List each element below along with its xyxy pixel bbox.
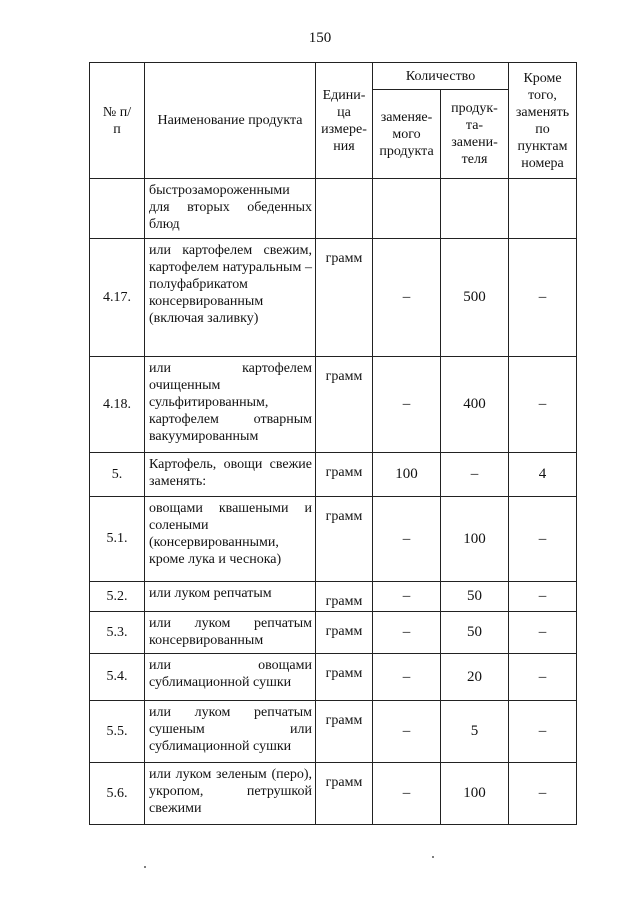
table-row [90,453,577,497]
replaced-amount: – [373,357,441,453]
table-row [90,701,577,763]
table-row [90,497,577,582]
replaced-amount: – [373,701,441,763]
unit-cell: грамм [316,763,373,825]
table-row [90,763,577,825]
row-number: 5.4. [90,654,145,701]
scan-speck [432,856,434,858]
table-row [90,179,577,239]
replacement-amount: 100 [441,497,509,582]
unit-cell: грамм [316,654,373,701]
unit-cell: грамм [316,239,373,357]
replaced-amount: – [373,239,441,357]
replacement-amount: – [441,453,509,497]
product-name: или картофелем очищенным сульфитированным, картофелем отварным вакуумированным [145,357,316,453]
row-number: 4.17. [90,239,145,357]
header-replacement: продук-та-замени-теля [441,90,509,179]
header-besides: Кроме того, заменять по пунктам номера [509,63,577,179]
row-number: 4.18. [90,357,145,453]
replaced-amount: – [373,497,441,582]
unit-cell: грамм [316,612,373,654]
row-number [90,179,145,239]
replaced-amount: – [373,763,441,825]
row-number: 5.5. [90,701,145,763]
replaced-amount [373,179,441,239]
besides-items: – [509,582,577,612]
product-name: или луком репчатым [145,582,316,612]
besides-items: – [509,497,577,582]
header-name: Наименование продукта [145,63,316,179]
unit-cell [316,179,373,239]
replaced-amount: – [373,582,441,612]
unit-cell: грамм [316,357,373,453]
product-name: или луком репчатым консервированным [145,612,316,654]
row-number: 5.6. [90,763,145,825]
replaced-amount: – [373,654,441,701]
table-row [90,654,577,701]
besides-items: 4 [509,453,577,497]
scan-speck [144,866,146,868]
page-number: 150 [308,30,332,46]
besides-items: – [509,612,577,654]
replacement-amount: 100 [441,763,509,825]
replacement-amount: 50 [441,582,509,612]
unit-cell: грамм [316,701,373,763]
replacement-amount: 5 [441,701,509,763]
row-number: 5. [90,453,145,497]
besides-items: – [509,239,577,357]
replacement-amount [441,179,509,239]
replaced-amount: 100 [373,453,441,497]
replaced-amount: – [373,612,441,654]
product-name: или овощами сублимационной сушки [145,654,316,701]
unit-cell: грамм [316,453,373,497]
table-row [90,612,577,654]
row-number: 5.1. [90,497,145,582]
replacement-amount: 400 [441,357,509,453]
replacement-amount: 20 [441,654,509,701]
product-name: или луком репчатым сушеным или сублимационной сушки [145,701,316,763]
besides-items: – [509,701,577,763]
besides-items: – [509,763,577,825]
unit-cell: грамм [316,497,373,582]
product-name: овощами квашеными и солеными (консервированными, кроме лука и чеснока) [145,497,316,582]
replacement-amount: 50 [441,612,509,654]
product-name: или картофелем свежим, картофелем натуральным – полуфабрикатом консервированным (включая заливку) [145,239,316,357]
header-no: № п/п [90,63,145,179]
replacement-amount: 500 [441,239,509,357]
product-name: Картофель, овощи свежие заменять: [145,453,316,497]
row-number: 5.3. [90,612,145,654]
besides-items: – [509,357,577,453]
header-quantity: Количество [373,63,509,90]
besides-items [509,179,577,239]
row-number: 5.2. [90,582,145,612]
replacement-table [89,62,577,825]
product-name: или луком зеленым (перо), укропом, петрушкой свежими [145,763,316,825]
besides-items: – [509,654,577,701]
header-replaced: заменяе-мого продукта [373,90,441,179]
table-row [90,239,577,357]
header-unit: Едини-ца измере-ния [316,63,373,179]
product-name: быстрозамороженными для вторых обеденных блюд [145,179,316,239]
unit-cell: грамм [316,582,373,612]
table-row [90,582,577,612]
table-row [90,357,577,453]
